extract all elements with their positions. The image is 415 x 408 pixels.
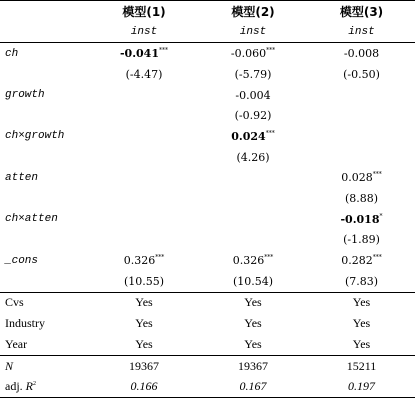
coef-cell — [90, 43, 198, 64]
coef-value: 0.326 — [123, 254, 156, 268]
model-header-2 — [198, 1, 308, 22]
dep-var-2 — [198, 22, 308, 43]
model-header-3-text: 模型(3) — [339, 4, 384, 19]
t-stat-cell — [198, 105, 308, 126]
t-stat-row — [0, 147, 415, 168]
coef-value: -0.060 — [230, 47, 267, 61]
variable-label-text: _cons — [5, 254, 39, 267]
dep-var-3 — [308, 22, 415, 43]
empty-label — [0, 147, 90, 168]
control-value — [198, 292, 308, 313]
stat-value-n — [90, 355, 198, 376]
coef-cell — [308, 168, 415, 189]
empty-label — [0, 271, 90, 292]
variable-label-text: ch×atten — [5, 213, 58, 226]
stat-value-adj-r2-text: 0.167 — [239, 379, 267, 394]
t-stat-row — [0, 230, 415, 251]
t-stat-row — [0, 271, 415, 292]
stat-value-adj-r2-text: 0.197 — [348, 379, 375, 394]
control-value-text: Yes — [244, 336, 262, 351]
t-stat-cell — [90, 271, 198, 292]
control-label-text: Year — [5, 336, 28, 351]
model-header-3 — [308, 1, 415, 22]
coef-value: -0.018 — [340, 212, 380, 226]
stat-value-n — [308, 355, 415, 376]
coef-row — [0, 168, 415, 189]
coef-cell — [308, 126, 415, 147]
coef-cell — [308, 43, 415, 64]
coef-cell — [198, 250, 308, 271]
t-stat-cell — [308, 105, 415, 126]
dep-var-1-text: inst — [130, 26, 158, 39]
dep-var-2-text: inst — [239, 26, 267, 39]
t-stat-cell-text: (4.26) — [236, 150, 270, 164]
model-header-1-text: 模型(1) — [122, 4, 166, 19]
coef-value: 0.326 — [232, 254, 265, 268]
coef-row — [0, 43, 415, 64]
t-stat-cell — [308, 271, 415, 292]
t-stat-cell — [90, 105, 198, 126]
coef-cell — [198, 126, 308, 147]
control-label — [0, 313, 90, 334]
coef-row — [0, 85, 415, 106]
variable-label-text: ch×growth — [5, 130, 65, 143]
control-label — [0, 334, 90, 355]
stat-value-adj-r2-text: 0.166 — [130, 379, 158, 394]
control-value-text: Yes — [352, 295, 371, 310]
t-stat-cell-text: (-0.92) — [234, 109, 272, 123]
t-stat-cell-text: (7.83) — [344, 274, 379, 288]
control-value-text: Yes — [352, 336, 371, 351]
coef-cell — [90, 168, 198, 189]
t-stat-row — [0, 64, 415, 85]
stat-value-adj-r2 — [90, 376, 198, 397]
header-corner-2 — [0, 22, 90, 43]
t-stat-row — [0, 188, 415, 209]
stat-value-n-text: 15211 — [346, 358, 377, 373]
control-value-text: Yes — [244, 316, 262, 331]
coef-cell — [90, 126, 198, 147]
stat-value-n-text: 19367 — [238, 358, 268, 373]
coef-row — [0, 126, 415, 147]
t-stat-cell — [90, 147, 198, 168]
adj-prefix: adj. — [5, 379, 26, 394]
control-row — [0, 313, 415, 334]
control-label-text: Cvs — [5, 295, 24, 310]
t-stat-cell — [198, 188, 308, 209]
variable-label-text: atten — [5, 171, 39, 184]
stat-value-n-text: 19367 — [129, 358, 159, 373]
t-stat-row — [0, 105, 415, 126]
coef-cell — [308, 250, 415, 271]
coef-value: 0.282 — [341, 254, 373, 268]
dep-var-3-text: inst — [348, 26, 375, 39]
control-value — [90, 334, 198, 355]
coef-value: -0.008 — [343, 47, 380, 61]
stat-value-adj-r2 — [198, 376, 308, 397]
model-header-2-text: 模型(2) — [231, 4, 275, 19]
control-value-text: Yes — [135, 316, 153, 331]
t-stat-cell — [198, 64, 308, 85]
significance-stars: *** — [265, 129, 275, 137]
t-stat-cell — [308, 230, 415, 251]
r-squared-exponent: 2 — [33, 381, 37, 388]
t-stat-cell-text: (-4.47) — [125, 67, 163, 81]
dep-var-1 — [90, 22, 198, 43]
stat-value-n — [198, 355, 308, 376]
coef-cell — [198, 85, 308, 106]
stat-row-n — [0, 355, 415, 376]
significance-stars: *** — [159, 47, 168, 55]
r-symbol: R — [25, 379, 34, 394]
control-value — [198, 313, 308, 334]
stat-value-adj-r2 — [308, 376, 415, 397]
t-stat-cell — [198, 147, 308, 168]
variable-label-text: growth — [5, 89, 45, 102]
t-stat-cell-text: (-5.79) — [234, 67, 272, 81]
t-stat-cell-text: (8.88) — [344, 192, 379, 206]
empty-label — [0, 230, 90, 251]
control-row — [0, 334, 415, 355]
coef-row — [0, 209, 415, 230]
coef-cell — [308, 85, 415, 106]
empty-label — [0, 64, 90, 85]
t-stat-cell — [198, 271, 308, 292]
control-value — [90, 292, 198, 313]
t-stat-cell — [308, 64, 415, 85]
significance-stars: *** — [264, 254, 274, 262]
coef-value: -0.041 — [119, 47, 159, 61]
coef-cell — [90, 85, 198, 106]
significance-stars: *** — [155, 254, 165, 262]
t-stat-cell — [198, 230, 308, 251]
t-stat-cell — [308, 147, 415, 168]
t-stat-cell — [90, 64, 198, 85]
header-row-depvar — [0, 22, 415, 43]
control-value-text: Yes — [135, 336, 153, 351]
coef-cell — [198, 43, 308, 64]
coef-value: 0.024 — [231, 129, 266, 143]
variable-label — [0, 85, 90, 106]
significance-stars: *** — [372, 171, 382, 179]
t-stat-cell-text: (10.55) — [123, 274, 165, 288]
significance-stars: * — [379, 212, 383, 220]
control-value — [308, 313, 415, 334]
header-row-models — [0, 1, 415, 22]
variable-label — [0, 250, 90, 271]
control-value — [308, 334, 415, 355]
control-value-text: Yes — [244, 295, 262, 310]
variable-label — [0, 168, 90, 189]
coef-cell — [198, 168, 308, 189]
header-corner — [0, 1, 90, 22]
control-value-text: Yes — [135, 295, 153, 310]
coef-value: -0.004 — [235, 88, 271, 102]
stat-row-adj-r2 — [0, 376, 415, 397]
control-value-text: Yes — [352, 316, 371, 331]
coef-cell — [90, 250, 198, 271]
variable-label — [0, 209, 90, 230]
significance-stars: *** — [372, 254, 382, 262]
empty-label — [0, 188, 90, 209]
stat-label-adj-r2 — [0, 376, 90, 397]
t-stat-cell — [90, 188, 198, 209]
control-value — [90, 313, 198, 334]
coef-cell — [90, 209, 198, 230]
coef-cell — [198, 209, 308, 230]
t-stat-cell — [90, 230, 198, 251]
control-row — [0, 292, 415, 313]
empty-label — [0, 105, 90, 126]
control-label-text: Industry — [5, 316, 45, 331]
t-stat-cell — [308, 188, 415, 209]
t-stat-cell-text: (-1.89) — [343, 233, 380, 247]
significance-stars: *** — [266, 47, 276, 55]
control-value — [198, 334, 308, 355]
variable-label — [0, 43, 90, 64]
variable-label — [0, 126, 90, 147]
stat-label-n-text: N — [5, 358, 14, 373]
coef-row — [0, 250, 415, 271]
coef-value: 0.028 — [341, 171, 373, 185]
control-label — [0, 292, 90, 313]
t-stat-cell-text: (-0.50) — [343, 67, 380, 81]
coef-cell — [308, 209, 415, 230]
control-value — [308, 292, 415, 313]
variable-label-text: ch — [5, 47, 19, 60]
t-stat-cell-text: (10.54) — [232, 274, 274, 288]
stat-label-n — [0, 355, 90, 376]
model-header-1 — [90, 1, 198, 22]
